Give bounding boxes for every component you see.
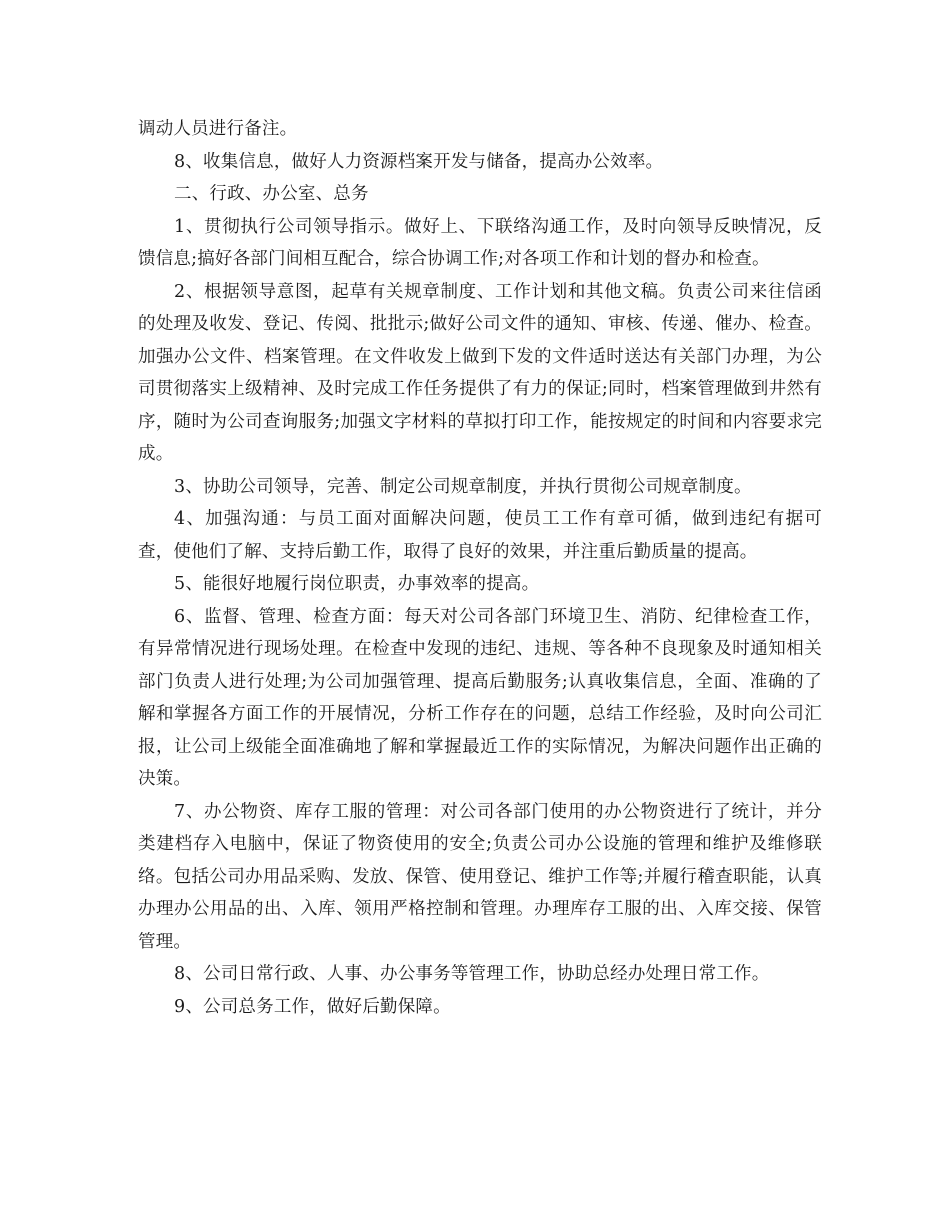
- paragraph-item-3: 3、协助公司领导，完善、制定公司规章制度，并执行贯彻公司规章制度。: [174, 476, 752, 497]
- paragraph-continuation: 调动人员进行备注。: [138, 119, 298, 139]
- paragraph-item-7: 7、办公物资、库存工服的管理：对公司各部门使用的办公物资进行了统计，并分类建档存入电脑中，保证了物资使用的安全;负责公司办公设施的管理和维护及维修联络。包括公司办用品采购、发放、保管、使用登记、维护工作等;并履行稽查职能，认真办理办公用品的出、入库、领用严格控制和管理。办理库存工服的出、入库交接、保管管理。: [138, 801, 822, 952]
- paragraph-item-9: 9、公司总务工作，做好后勤保障。: [174, 996, 451, 1017]
- section-heading-admin: 二、行政、办公室、总务: [174, 184, 369, 204]
- paragraph-item-8-hr: 8、收集信息，做好人力资源档案开发与储备，提高办公效率。: [174, 151, 664, 172]
- paragraph-item-1: 1、贯彻执行公司领导指示。做好上、下联络沟通工作，及时向领导反映情况，反馈信息;搞好各部门间相互配合，综合协调工作;对各项工作和计划的督办和检查。: [138, 216, 822, 269]
- paragraph-item-2: 2、根据领导意图，起草有关规章制度、工作计划和其他文稿。负责公司来往信函的处理及收发、登记、传阅、批批示;做好公司文件的通知、审核、传递、催办、检查。加强办公文件、档案管理。在文件收发上做到下发的文件适时送达有关部门办理，为公司贯彻落实上级精神、及时完成工作任务提供了有力的保证;同时，档案管理做到井然有序，随时为公司查询服务;加强文字材料的草拟打印工作，能按规定的时间和内容要求完成。: [138, 281, 822, 464]
- paragraph-item-8: 8、公司日常行政、人事、办公事务等管理工作，协助总经办处理日常工作。: [174, 964, 770, 984]
- paragraph-item-6: 6、监督、管理、检查方面：每天对公司各部门环境卫生、消防、纪律检查工作，有异常情况进行现场处理。在检查中发现的违纪、违规、等各种不良现象及时通知相关部门负责人进行处理;为公司加强管理、提高后勤服务;认真收集信息，全面、准确的了解和掌握各方面工作的开展情况，分析工作存在的问题，总结工作经验，及时向公司汇报，让公司上级能全面准确地了解和掌握最近工作的实际情况，为解决问题作出正确的决策。: [138, 606, 822, 789]
- paragraph-item-5: 5、能很好地履行岗位职责，办事效率的提高。: [174, 574, 540, 594]
- document-body: [138, 113, 822, 1023]
- paragraph-item-4: 4、加强沟通：与员工面对面解决问题，使员工工作有章可循，做到违纪有据可查，使他们了解、支持后勤工作，取得了良好的效果，并注重后勤质量的提高。: [138, 509, 822, 562]
